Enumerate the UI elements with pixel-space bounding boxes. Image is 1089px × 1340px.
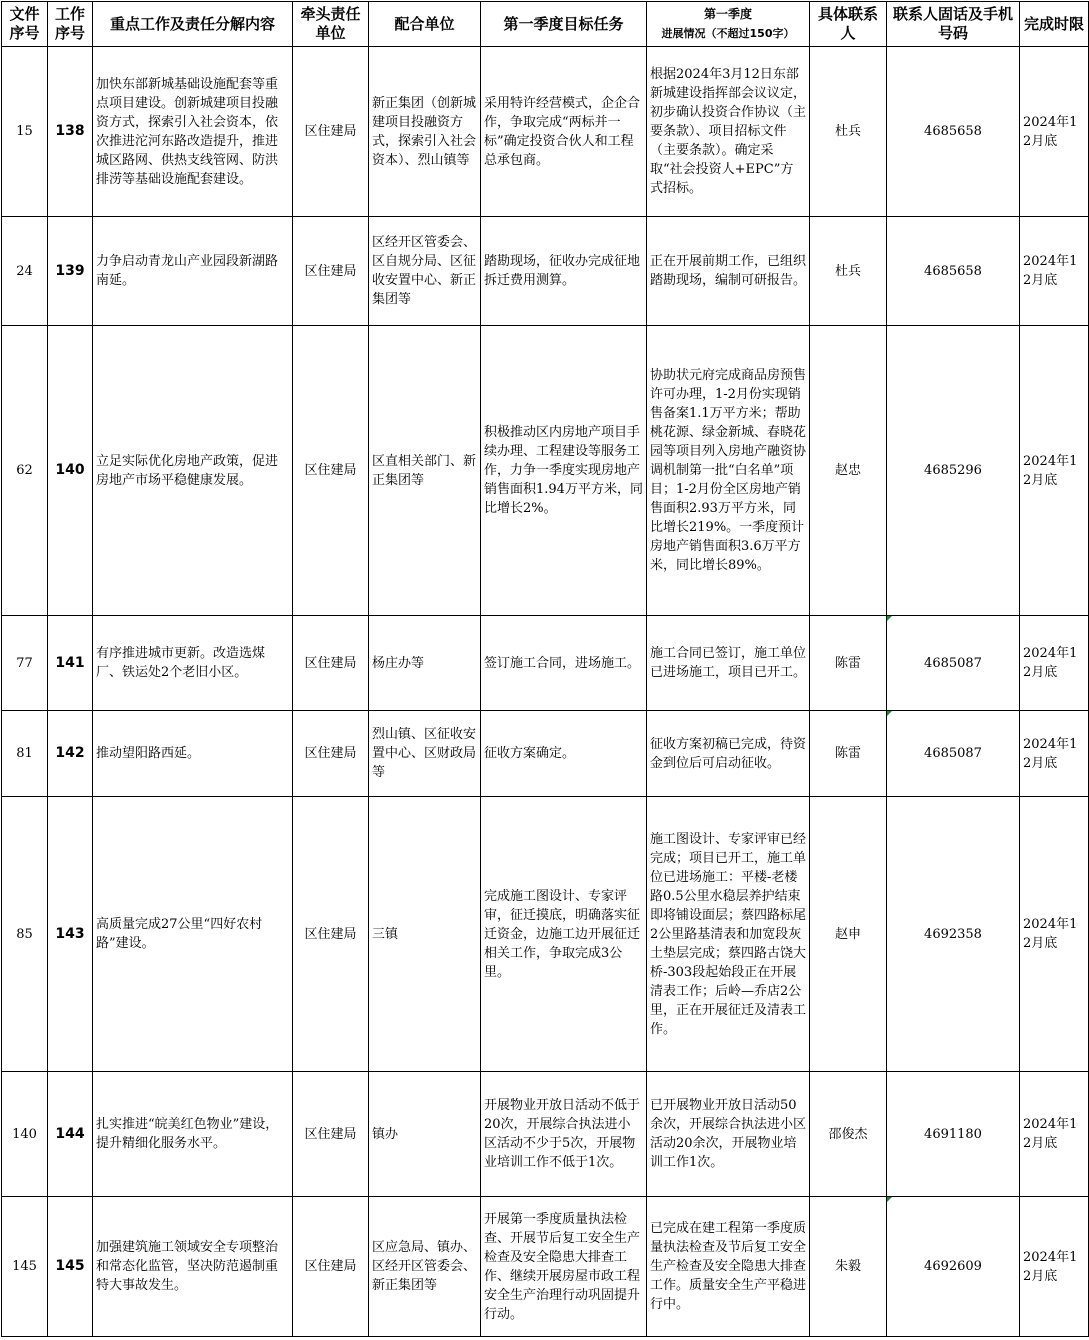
cell-deadline: 2024年12月底 [1020,616,1089,711]
table-row [2,217,1089,326]
cell-content: 有序推进城市更新。改造选煤厂、铁运处2个老旧小区。 [93,616,293,711]
cell-phone: 4685087 [887,711,1020,797]
cell-deadline: 2024年12月底 [1020,217,1089,326]
header-doc-no: 文件序号 [2,2,48,47]
table-row [2,1197,1089,1337]
cell-contact: 杜兵 [810,217,887,326]
cell-work-no: 145 [48,1197,93,1337]
cell-phone: 4685658 [887,217,1020,326]
cell-phone: 4692609 [887,1197,1020,1337]
table-row [2,326,1089,616]
cell-phone: 4692358 [887,797,1020,1072]
cell-doc-no: 85 [2,797,48,1072]
cell-q1-progress: 施工合同已签订，施工单位已进场施工，项目已开工。 [647,616,810,711]
cell-content: 加快东部新城基础设施配套等重点项目建设。创新城建项目投融资方式，探索引入社会资本，依次推进沱河东路改造提升，推进城区路网、供热支线管网、防洪排涝等基础设施配套建设。 [93,47,293,217]
header-phone: 联系人固话及手机号码 [887,2,1020,47]
cell-content: 推动望阳路西延。 [93,711,293,797]
cell-q1-target: 踏勘现场，征收办完成征地拆迁费用测算。 [481,217,647,326]
cell-work-no: 139 [48,217,93,326]
cell-work-no: 142 [48,711,93,797]
work-progress-table [1,1,1089,1337]
cell-work-no: 144 [48,1072,93,1197]
cell-lead-unit: 区住建局 [293,217,369,326]
cell-q1-progress: 已完成在建工程第一季度质量执法检查及节后复工安全生产检查及安全隐患大排查工作。质量安全生产平稳进行中。 [647,1197,810,1337]
header-contact: 具体联系人 [810,2,887,47]
cell-q1-progress: 根据2024年3月12日东部新城建设指挥部会议议定，初步确认投资合作协议（主要条款）、项目招标文件（主要条款）。确定采取“社会投资人+EPC”方式招标。 [647,47,810,217]
cell-contact: 赵申 [810,797,887,1072]
cell-q1-target: 签订施工合同，进场施工。 [481,616,647,711]
cell-doc-no: 62 [2,326,48,616]
cell-lead-unit: 区住建局 [293,1072,369,1197]
cell-lead-unit: 区住建局 [293,326,369,616]
cell-coop-unit: 镇办 [369,1072,481,1197]
cell-phone: 4685087 [887,616,1020,711]
cell-content: 加强建筑施工领域安全专项整治和常态化监管，坚决防范遏制重特大事故发生。 [93,1197,293,1337]
cell-deadline: 2024年12月底 [1020,1197,1089,1337]
header-content: 重点工作及责任分解内容 [93,2,293,47]
cell-coop-unit: 杨庄办等 [369,616,481,711]
cell-content: 立足实际优化房地产政策，促进房地产市场平稳健康发展。 [93,326,293,616]
header-coop-unit: 配合单位 [369,2,481,47]
cell-coop-unit: 三镇 [369,797,481,1072]
cell-deadline: 2024年12月底 [1020,797,1089,1072]
cell-lead-unit: 区住建局 [293,616,369,711]
cell-doc-no: 145 [2,1197,48,1337]
cell-deadline: 2024年12月底 [1020,326,1089,616]
cell-q1-progress: 正在开展前期工作，已组织踏勘现场，编制可研报告。 [647,217,810,326]
cell-doc-no: 15 [2,47,48,217]
table-row [2,797,1089,1072]
cell-coop-unit: 区直相关部门、新正集团等 [369,326,481,616]
cell-q1-progress: 已开展物业开放日活动50余次，开展综合执法进小区活动20余次，开展物业培训工作1次。 [647,1072,810,1197]
cell-contact: 邵俊杰 [810,1072,887,1197]
cell-coop-unit: 烈山镇、区征收安置中心、区财政局等 [369,711,481,797]
header-deadline: 完成时限 [1020,2,1089,47]
cell-lead-unit: 区住建局 [293,711,369,797]
cell-q1-target: 开展物业开放日活动不低于20次，开展综合执法进小区活动不少于5次，开展物业培训工作不低于1次。 [481,1072,647,1197]
cell-contact: 杜兵 [810,47,887,217]
table-row [2,47,1089,217]
header-q1-progress-title: 第一季度 [703,7,752,21]
header-q1-progress [647,2,810,47]
cell-doc-no: 77 [2,616,48,711]
table-row [2,1072,1089,1197]
cell-contact: 赵忠 [810,326,887,616]
cell-q1-progress: 协助状元府完成商品房预售许可办理，1-2月份实现销售备案1.1万平方米；帮助桃花源、绿金新城、春晓花园等项目列入房地产融资协调机制第一批“白名单”项目；1-2月份全区房地产销售面积2.93万平方米，同比增长219%。一季度预计房地产销售面积3.6万平方米，同比增长89%。 [647,326,810,616]
cell-contact: 陈雷 [810,711,887,797]
cell-q1-progress: 征收方案初稿已完成，待资金到位后可启动征收。 [647,711,810,797]
cell-doc-no: 81 [2,711,48,797]
table-row [2,711,1089,797]
cell-q1-target: 完成施工图设计、专家评审，征迁摸底，明确落实征迁资金，边施工边开展征迁相关工作，争取完成3公里。 [481,797,647,1072]
cell-phone: 4685658 [887,47,1020,217]
cell-phone: 4691180 [887,1072,1020,1197]
cell-coop-unit: 新正集团（创新城建项目投融资方式，探索引入社会资本）、烈山镇等 [369,47,481,217]
cell-contact: 陈雷 [810,616,887,711]
cell-work-no: 140 [48,326,93,616]
header-lead-unit: 牵头责任单位 [293,2,369,47]
cell-doc-no: 24 [2,217,48,326]
cell-deadline: 2024年12月底 [1020,1072,1089,1197]
header-row [2,2,1089,47]
cell-content: 力争启动青龙山产业园段新湖路南延。 [93,217,293,326]
cell-q1-target: 征收方案确定。 [481,711,647,797]
cell-lead-unit: 区住建局 [293,797,369,1072]
header-q1-progress-note: 进展情况（不超过150字） [661,27,795,40]
cell-coop-unit: 区经开区管委会、区自规分局、区征收安置中心、新正集团等 [369,217,481,326]
cell-deadline: 2024年12月底 [1020,711,1089,797]
table-row [2,616,1089,711]
cell-q1-target: 采用特许经营模式，企企合作，争取完成“两标并一标”确定投资合伙人和工程总承包商。 [481,47,647,217]
cell-coop-unit: 区应急局、镇办、区经开区管委会、新正集团等 [369,1197,481,1337]
cell-phone: 4685296 [887,326,1020,616]
cell-doc-no: 140 [2,1072,48,1197]
cell-content: 扎实推进“皖美红色物业”建设，提升精细化服务水平。 [93,1072,293,1197]
cell-work-no: 143 [48,797,93,1072]
cell-q1-progress: 施工图设计、专家评审已经完成；项目已开工，施工单位已进场施工：平楼-老楼路0.5公里水稳层养护结束即将铺设面层；蔡四路标尾2公里路基清表和加宽段灰土垫层完成；蔡四路古饶大桥-303段起始段正在开展清表工作；后岭—乔店2公里，正在开展征迁及清表工作。 [647,797,810,1072]
cell-q1-target: 积极推动区内房地产项目手续办理、工程建设等服务工作，力争一季度实现房地产销售面积1.94万平方米，同比增长2%。 [481,326,647,616]
cell-deadline: 2024年12月底 [1020,47,1089,217]
cell-lead-unit: 区住建局 [293,1197,369,1337]
cell-work-no: 138 [48,47,93,217]
cell-q1-target: 开展第一季度质量执法检查、开展节后复工安全生产检查及安全隐患大排查工作、继续开展房屋市政工程安全生产治理行动巩固提升行动。 [481,1197,647,1337]
cell-work-no: 141 [48,616,93,711]
cell-contact: 朱毅 [810,1197,887,1337]
header-work-no: 工作序号 [48,2,93,47]
header-q1-target: 第一季度目标任务 [481,2,647,47]
cell-lead-unit: 区住建局 [293,47,369,217]
cell-content: 高质量完成27公里“四好农村路”建设。 [93,797,293,1072]
